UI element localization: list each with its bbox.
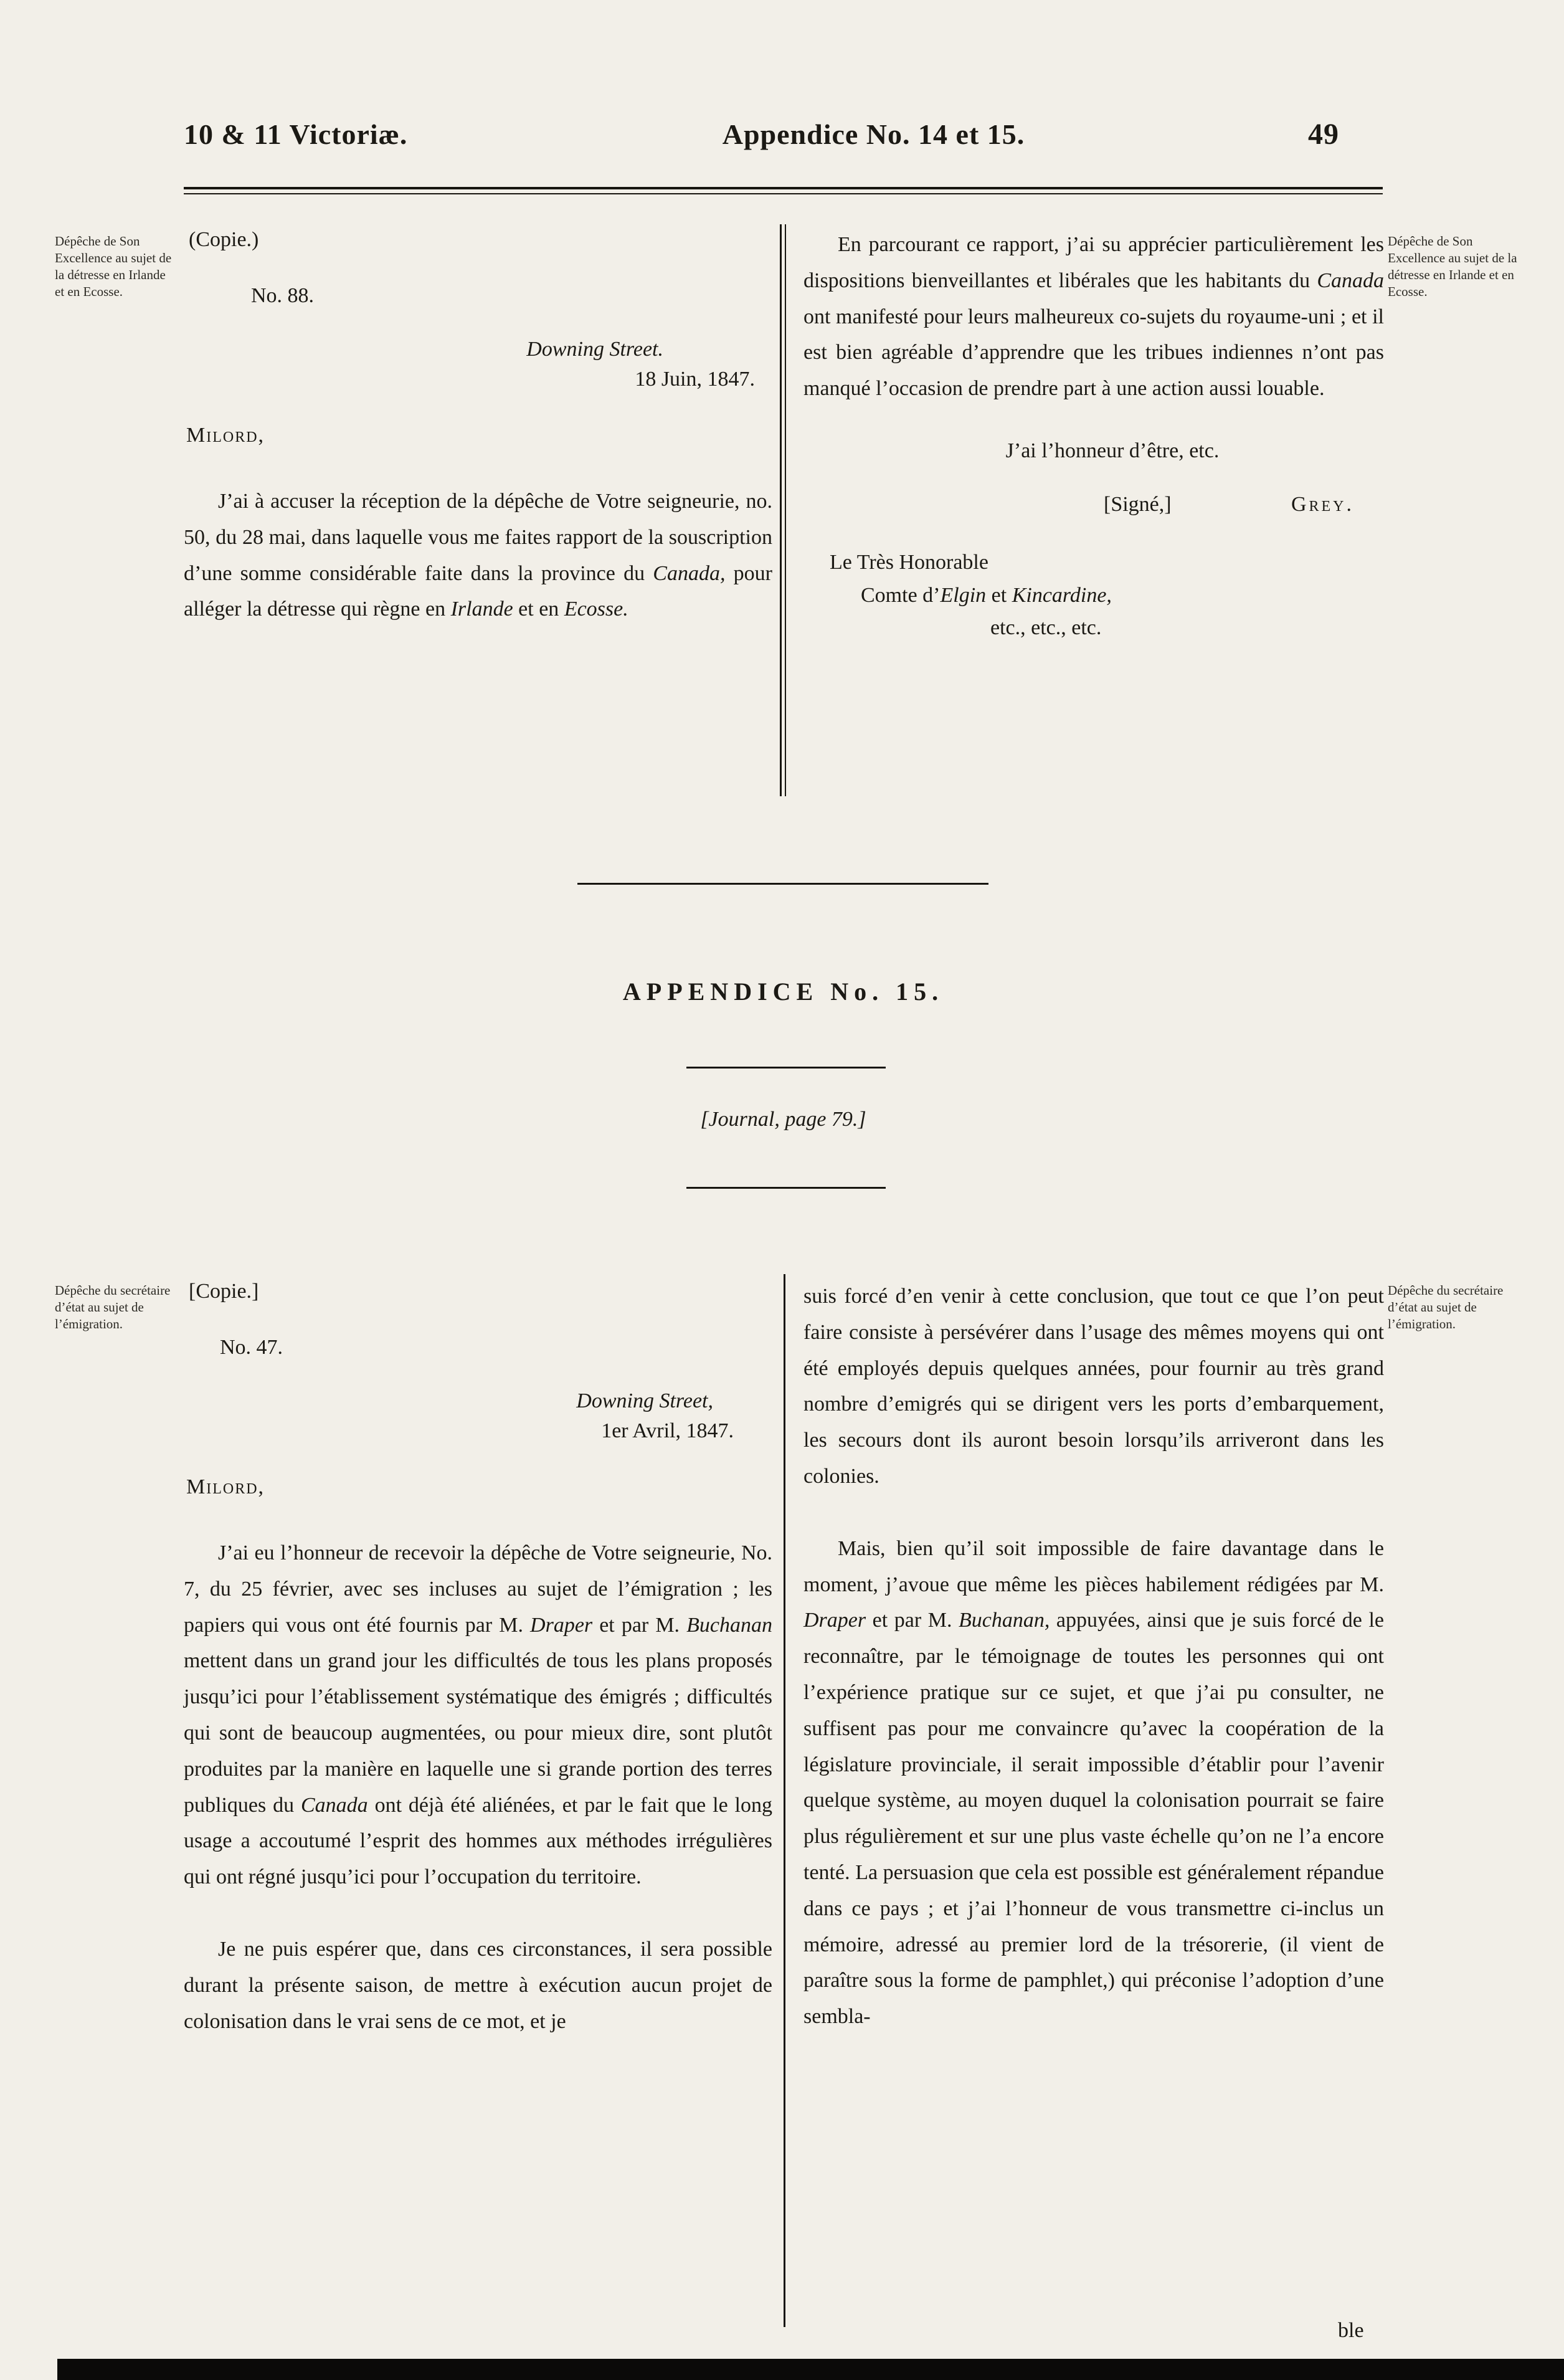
dispatch-emigration-right-column xyxy=(803,1271,1384,2035)
addressee-line: Le Très Honorable xyxy=(830,550,988,574)
salutation: Milord, xyxy=(186,1475,265,1498)
page-number: 49 xyxy=(1308,118,1339,151)
appendix-heading: APPENDICE No. 15. xyxy=(622,978,944,1006)
dispatch-number: No. 88. xyxy=(251,284,315,307)
margin-note-right: Dépêche du secrétaire d’état au sujet de l’émigration. xyxy=(1388,1283,1504,1331)
dispatch-ireland-section xyxy=(0,219,1564,802)
section-rule xyxy=(577,883,988,885)
signed-label: [Signé,] xyxy=(1104,492,1172,516)
catchword: ble xyxy=(1338,2319,1364,2342)
dateline-place: Downing Street, xyxy=(576,1389,713,1412)
column-divider xyxy=(780,224,786,796)
scan-edge-bar xyxy=(57,2359,1564,2380)
addressee-line: etc., etc., etc. xyxy=(990,616,1102,640)
header-volume: 10 & 11 Victoriæ. xyxy=(184,118,408,150)
header-title: Appendice No. 14 et 15. xyxy=(722,118,1025,150)
salutation: Milord, xyxy=(186,424,265,447)
dateline-date: 18 Juin, 1847. xyxy=(635,368,755,391)
valediction: J’ai l’honneur d’être, etc. xyxy=(1005,439,1220,462)
journal-reference: [Journal, page 79.] xyxy=(700,1108,866,1131)
margin-note-left: Dépêche de Son Excellence au sujet de la détresse en Irlande et en Ecosse. xyxy=(55,234,172,299)
addressee-line: Comte d’Elgin et Kincardine, xyxy=(861,583,1112,607)
copy-label: [Copie.] xyxy=(189,1280,259,1303)
header-rule xyxy=(184,187,1383,194)
body-paragraph: En parcourant ce rapport, j’ai su apprécier particulièrement les dispositions bienveillantes et libérales que les habitants du Canada ont manifesté pour leurs malheureux co-sujets du royaume-uni ; et il est bien agréable d’apprendre que les tribues indiennes n’ont pas manqué l’occasion de prendre part à une action aussi louable. xyxy=(803,233,1384,401)
body-paragraph: Je ne puis espérer que, dans ces circonstances, il sera possible durant la présente saison, de mettre à exécution aucun projet de colonisation dans le vrai sens de ce mot, et je xyxy=(184,1937,772,2033)
section-rule xyxy=(686,1187,886,1189)
copy-label: (Copie.) xyxy=(189,228,259,251)
signature-line xyxy=(803,493,1384,516)
dispatch-emigration-left-column xyxy=(184,1271,772,2039)
section-rule xyxy=(686,1067,886,1069)
running-header xyxy=(184,117,1383,151)
body-paragraph: Mais, bien qu’il soit impossible de faire davantage dans le moment, j’avoue que même les pièces habilement rédigées par M. Draper et par M. Buchanan, appuyées, ainsi que je suis forcé de le reconnaître, par le témoignage de toutes les personnes qui ont l’expérience pratique sur ce sujet, et que j’ai pu consulter, ne suffisent pas pour me convaincre qu’avec la coopération de la législature provinciale, il serait impossible d’établir pour l’avenir quelque système, au moyen duquel la colonisation pourrait se faire plus régulièrement et sur une plus vaste échelle qu’on ne l’a encore tenté. La persuasion que cela est possible est généralement répandue dans ce pays ; et j’ai l’honneur de vous transmettre ci-inclus un mémoire, adressé au premier lord de la trésorerie, (il vient de paraître sous la forme de pamphlet,) qui préconise l’adoption d’une sembla- xyxy=(803,1536,1384,2029)
margin-note-right: Dépêche de Son Excellence au sujet de la détresse en Irlande et en Ecosse. xyxy=(1388,234,1517,299)
column-divider xyxy=(784,1274,785,2327)
dispatch-number: No. 47. xyxy=(220,1336,283,1359)
dateline-place: Downing Street. xyxy=(526,338,663,361)
addressee-block xyxy=(803,546,1384,645)
dispatch-emigration-section xyxy=(0,1271,1564,2330)
dispatch-ireland-right-column xyxy=(803,219,1384,645)
dispatch-ireland-left-column xyxy=(184,219,772,627)
dateline-date: 1er Avril, 1847. xyxy=(601,1419,734,1442)
body-paragraph: J’ai à accuser la réception de la dépêche de Votre seigneurie, no. 50, du 28 mai, dans laquelle vous me faites rapport de la souscription d’une somme considérable faite dans la province du Canada, pour alléger la détresse qui règne en Irlande et en Ecosse. xyxy=(184,490,772,621)
margin-note-left: Dépêche du secrétaire d’état au sujet de l’émigration. xyxy=(55,1283,171,1331)
body-paragraph: J’ai eu l’honneur de recevoir la dépêche de Votre seigneurie, No. 7, du 25 février, avec ses incluses au sujet de l’émigration ; les papiers qui vous ont été fournis par M. Draper et par M. Buchanan mettent dans un grand jour les difficultés de tous les plans proposés jusqu’ici pour l’établissement systématique des émigrés ; difficultés qui sont de beaucoup augmentées, ou pour mieux dire, sont plutôt produites par la manière en laquelle une si grande portion des terres publiques du Canada ont déjà été aliénées, et par le fait que le long usage a accoutumé l’esprit des hommes aux méthodes irrégulières qui ont régné jusqu’ici pour l’occupation du territoire. xyxy=(184,1541,773,1889)
body-paragraph: suis forcé d’en venir à cette conclusion, que tout ce que l’on peut faire consiste à persévérer dans l’usage des mêmes moyens qui ont été employés depuis quelques années, pour fournir au très grand nombre d’emigrés qui se dirigent vers les ports d’embarquement, les secours dont ils auront besoin lorsqu’ils arriveront dans les colonies. xyxy=(803,1285,1384,1488)
signature-name: Grey. xyxy=(1291,492,1354,516)
